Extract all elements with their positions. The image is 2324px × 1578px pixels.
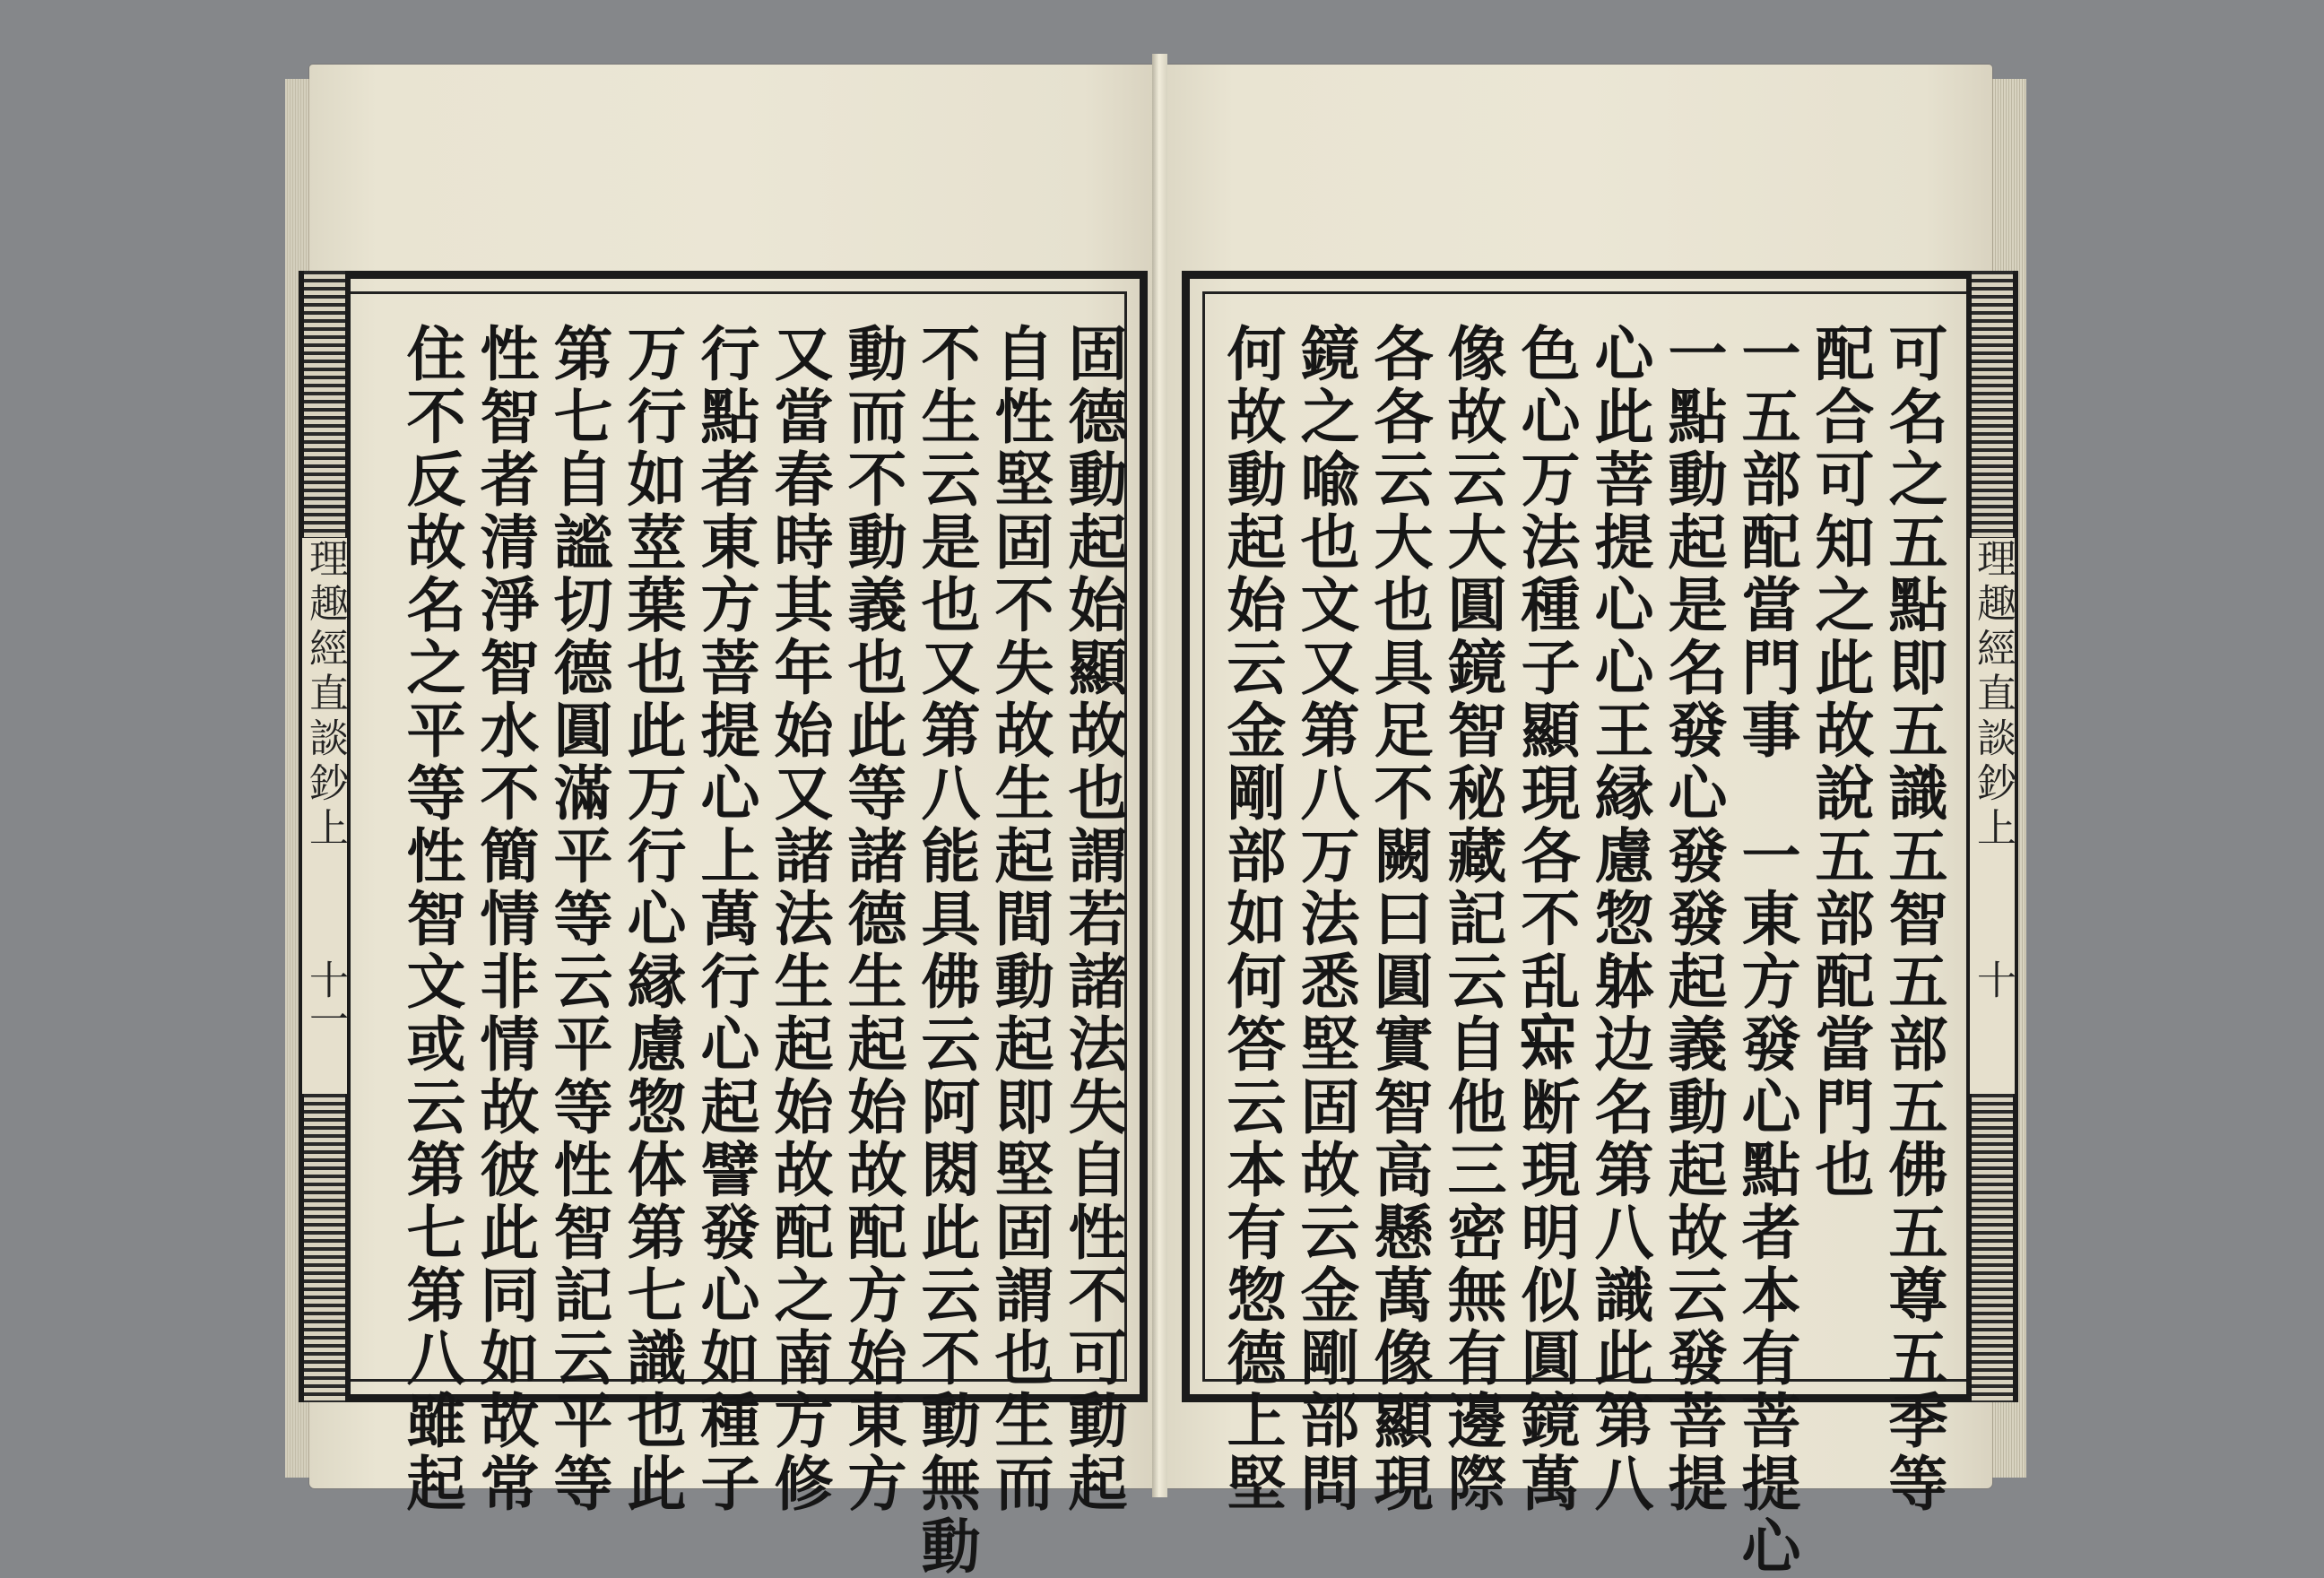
text-column: 何故動起始云金剛部如何答云本有惣德上堅 [1217,323,1287,1515]
text-column: 性智者清淨智水不簡情非情故彼此同如故常 [470,323,540,1515]
text-column: 固德動起始顯故也謂若諸法失自性不可動起 [1058,323,1128,1515]
text-column: 第七自謐切德圓滿平等云平等性智記云平等 [543,323,613,1515]
left-folio-number: 十一 [302,959,348,1038]
text-column: 一點動起是名發心發發起義動起故云發菩提 [1658,323,1728,1515]
text-column: 像故云大圓鏡智秘藏記云自他三密無有邊際 [1437,323,1507,1515]
text-column: 各各云大也具足不闕曰圓實智高懸萬像顯現 [1364,323,1434,1515]
text-column: 一五部配當門事 一東方發心點者本有菩提心 [1731,323,1801,1578]
right-folio-number: 十 [1970,959,2015,1040]
text-column: 色心万法種子顯現各不乱𡨜断現明似圓鏡萬 [1511,323,1581,1515]
left-hanshin-title: 理趣經直談鈔上 [302,538,347,1094]
text-column: 不生云是也又第八能具佛云阿閦此云不動無動 [911,323,981,1578]
text-column: 住不反故名之平等性智文或云第七第八雖起 [396,323,466,1515]
left-page-text [377,323,1130,1578]
book-gutter [1152,54,1167,1497]
text-column: 行點者東方菩提心上萬行心起譬發心如種子 [690,323,760,1515]
text-column: 鏡之喩也文又第八万法悉堅固故云金剛部問 [1290,323,1360,1515]
text-column: 配合可知之此故說五部配當門也 [1805,323,1875,1201]
text-column: 万行如莖葉也此万行心縁慮惣体第七識也此 [617,323,687,1515]
text-column: 心此菩提心心王縁慮惣躰边名第八識此第八 [1584,323,1654,1515]
text-column: 自性堅固不失故生起間動起即堅固謂也生而 [984,323,1054,1515]
text-column: 動而不動義也此等諸德生起始故配方始東方 [837,323,907,1515]
text-column: 可名之五點即五識五智五部五佛五尊五季等 [1878,323,1948,1515]
right-hanshin-title: 理趣經直談鈔上 [1970,538,2015,1094]
right-page-text [1206,323,1950,1578]
text-column: 又當春時其年始又諸法生起始故配之南方修 [764,323,834,1515]
